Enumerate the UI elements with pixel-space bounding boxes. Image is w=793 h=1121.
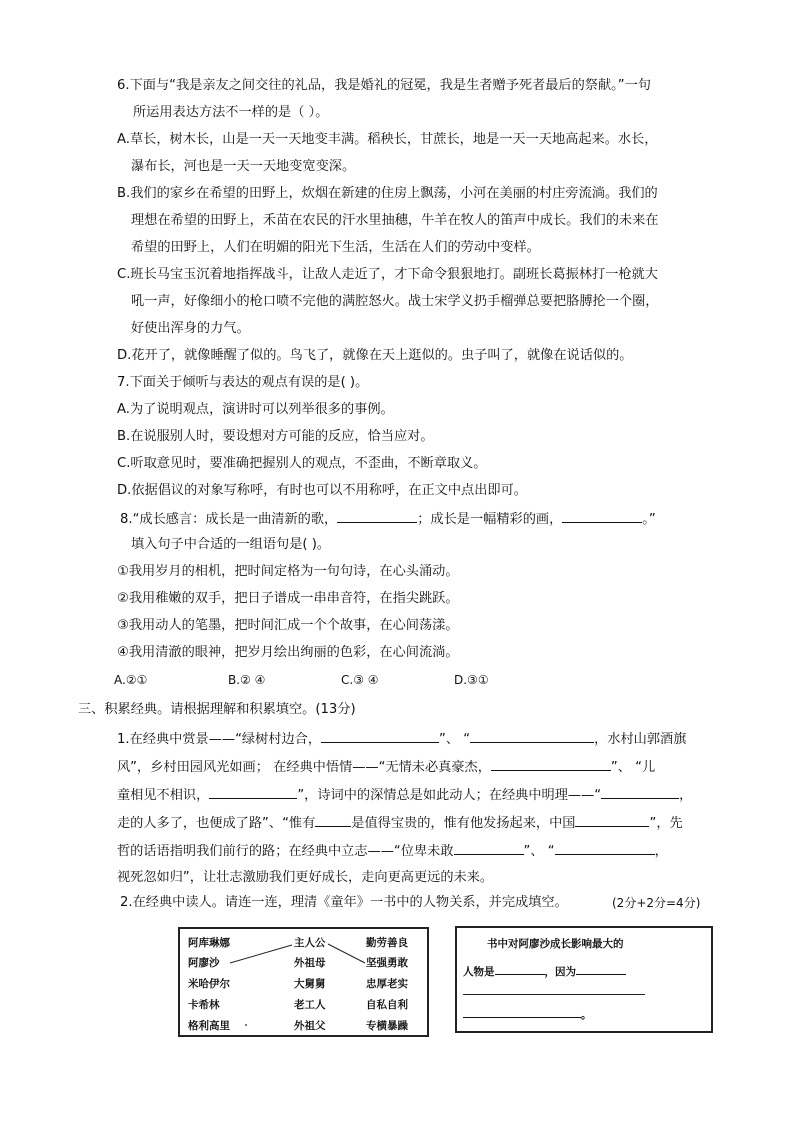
q8-stem-line1 <box>120 508 656 530</box>
character-name[interactable]: 阿库琳娜 <box>188 937 230 949</box>
influence-reason-blank-1[interactable] <box>576 963 626 975</box>
example-line-1 <box>230 945 292 963</box>
fill-box-line2 <box>463 963 626 979</box>
sec3-p1-line3 <box>117 784 692 806</box>
character-name[interactable]: 米哈伊尔 <box>188 978 230 990</box>
character-role[interactable]: 外祖母 <box>294 957 326 969</box>
character-name[interactable]: 卡希林 <box>188 999 220 1011</box>
sec3-p1-line5 <box>117 840 668 862</box>
sec3-p1-text: ， <box>654 844 668 859</box>
poem-blank-5[interactable] <box>454 840 524 855</box>
q6-option-c-line2: 吼一声，好像细小的枪口喷不完他的满腔怒火。战士宋学义扔手榴弹总要把胳膊抡一个圈， <box>131 294 659 309</box>
sec3-p1-text: ”、 “儿 <box>610 760 656 775</box>
q8-blank-1[interactable] <box>337 508 417 523</box>
sec3-p1-text: ， <box>679 788 693 803</box>
q7-option-d: D.依据倡议的对象写称呼，有时也可以不用称呼，在正文中点出即可。 <box>117 483 527 498</box>
q8-option-d: D.③① <box>454 673 489 687</box>
q7-option-a: A.为了说明观点，演讲时可以列举很多的事例。 <box>117 402 394 417</box>
influence-reason-blank-3[interactable] <box>463 1006 581 1018</box>
quote-blank-2[interactable] <box>315 812 351 827</box>
sec3-p1-text: ”、 “ <box>439 732 471 747</box>
fill-box-end: 。 <box>581 1009 592 1021</box>
sec3-p1-text: 风”，乡村田园风光如画； 在经典中悟情——“无情未必真豪杰， <box>117 760 491 775</box>
q8-option-b: B.② ④ <box>228 673 266 687</box>
character-role[interactable]: 主人公 <box>294 937 326 949</box>
poem-blank-4[interactable] <box>209 784 297 799</box>
q6-option-b-line2: 理想在希望的田野上，禾苗在农民的汗水里抽穗，牛羊在牧人的笛声中成长。我们的未来在 <box>131 213 659 228</box>
poem-blank-1[interactable] <box>321 728 439 743</box>
q8-stem-part-a: 8.“成长感言：成长是一曲清新的歌， <box>120 512 338 527</box>
q6-stem-line1: 6.下面与“我是亲友之间交往的礼品，我是婚礼的冠冕，我是生者赠予死者最后的祭献。”一句 <box>117 78 651 93</box>
sec3-p1-line1 <box>117 728 686 750</box>
sec3-p1-text: ，水村山郭酒旗 <box>594 732 687 747</box>
quote-blank-3[interactable] <box>575 812 649 827</box>
sec3-p1-line6: 视死忽如归”，让壮志激励我们更好成长，走向更高更远的未来。 <box>117 870 494 885</box>
character-name[interactable]: 阿廖沙 <box>188 957 220 969</box>
character-trait[interactable]: 专横暴躁 <box>366 1020 408 1032</box>
character-role[interactable]: 大舅舅 <box>294 978 326 990</box>
fill-box-title: 书中对阿廖沙成长影响最大的 <box>487 938 624 950</box>
poem-blank-3[interactable] <box>491 756 611 771</box>
poem-blank-6[interactable] <box>555 840 655 855</box>
character-matching-box <box>178 927 429 1037</box>
q8-option-c: C.③ ④ <box>341 673 379 687</box>
character-trait[interactable]: 自私自利 <box>366 999 408 1011</box>
sec3-p1-text: 走的人多了，也便成了路”、“惟有 <box>117 816 316 831</box>
sec3-p2: 2.在经典中读人。请连一连，理清《童年》一书中的人物关系，并完成填空。 <box>120 895 568 910</box>
sec3-p1-text: 哲的话语指明我们前行的路；在经典中立志——“位卑未敢 <box>117 844 454 859</box>
sec3-p1-line4 <box>117 812 683 834</box>
sec3-p1-line2 <box>117 756 655 778</box>
q8-stem-part-b: ；成长是一幅精彩的画， <box>417 512 563 527</box>
character-role[interactable]: 外祖父 <box>294 1020 326 1032</box>
q6-option-d: D.花开了，就像睡醒了似的。鸟飞了，就像在天上逛似的。虫子叫了，就像在说话似的。 <box>117 348 633 363</box>
example-line-2 <box>328 944 365 963</box>
poem-blank-2[interactable] <box>470 728 594 743</box>
sec3-p1-text: ”，先 <box>649 816 683 831</box>
character-trait[interactable]: 勤劳善良 <box>366 937 408 949</box>
q6-option-b-line1: B.我们的家乡在希望的田野上，炊烟在新建的住房上飘荡，小河在美丽的村庄旁流淌。我们的 <box>117 186 658 201</box>
influence-person-blank[interactable] <box>495 963 545 975</box>
q8-sentence-1: ①我用岁月的相机，把时间定格为一句句诗，在心头涌动。 <box>117 564 459 579</box>
q6-option-c-line3: 好使出浑身的力气。 <box>131 321 250 336</box>
character-trait[interactable]: 坚强勇敢 <box>366 957 408 969</box>
sec3-p1-text: ”，诗词中的深情总是如此动人；在经典中明理——“ <box>297 788 602 803</box>
sec3-p1-text: 是值得宝贵的，惟有他发扬起来，中国 <box>351 816 576 831</box>
influence-reason-blank-2[interactable] <box>463 994 645 995</box>
q7-stem: 7.下面关于倾听与表达的观点有误的是( )。 <box>117 375 369 390</box>
line-dot <box>245 1024 247 1026</box>
quote-blank-1[interactable] <box>601 784 679 799</box>
section-3-title: 三、积累经典。请根据理解和积累填空。(13分) <box>78 702 356 717</box>
sec3-p1-text: 童相见不相识， <box>117 788 210 803</box>
q8-sentence-4: ④我用清澈的眼神，把岁月绘出绚丽的色彩，在心间流淌。 <box>117 645 459 660</box>
q8-blank-2[interactable] <box>562 508 642 523</box>
fill-box-text: 人物是 <box>463 966 495 978</box>
sec3-p1-text: ”、 “ <box>523 844 555 859</box>
q8-sentence-2: ②我用稚嫩的双手，把日子谱成一串串音符，在指尖跳跃。 <box>117 591 459 606</box>
q6-option-b-line3: 希望的田野上，人们在明媚的阳光下生活，生活在人们的劳动中变样。 <box>131 240 540 255</box>
q8-option-a: A.②① <box>114 673 148 687</box>
q6-option-a-line1: A.草长，树木长，山是一天一天地变丰满。稻秧长，甘蔗长，地是一天一天地高起来。水长， <box>117 132 658 147</box>
q6-option-a-line2: 瀑布长，河也是一天一天地变宽变深。 <box>131 159 356 174</box>
q8-stem-part-c: 。” <box>642 512 656 527</box>
fill-box-text: ，因为 <box>544 966 576 978</box>
q7-option-c: C.听取意见时，要准确把握别人的观点，不歪曲，不断章取义。 <box>117 456 487 471</box>
influence-fill-box <box>455 926 713 1033</box>
character-trait[interactable]: 忠厚老实 <box>366 978 408 990</box>
q7-option-b: B.在说服别人时，要设想对方可能的反应，恰当应对。 <box>117 429 434 444</box>
q8-sentence-3: ③我用动人的笔墨，把时间汇成一个个故事，在心间荡漾。 <box>117 618 459 633</box>
sec3-p1-text: 1.在经典中赏景——“绿树村边合， <box>117 732 322 747</box>
q8-stem-line2: 填入句子中合适的一组语句是( )。 <box>131 537 331 552</box>
sec3-p2-score: (2分+2分=4分) <box>612 896 701 910</box>
character-role[interactable]: 老工人 <box>294 999 326 1011</box>
q6-option-c-line1: C.班长马宝玉沉着地指挥战斗，让敌人走近了，才下命令狠狠地打。副班长葛振林打一枪就大 <box>117 267 658 282</box>
character-name[interactable]: 格利高里 <box>188 1020 230 1032</box>
q6-stem-line2: 所运用表达方法不一样的是（ ）。 <box>133 105 329 120</box>
fill-box-last-line <box>463 1006 592 1022</box>
